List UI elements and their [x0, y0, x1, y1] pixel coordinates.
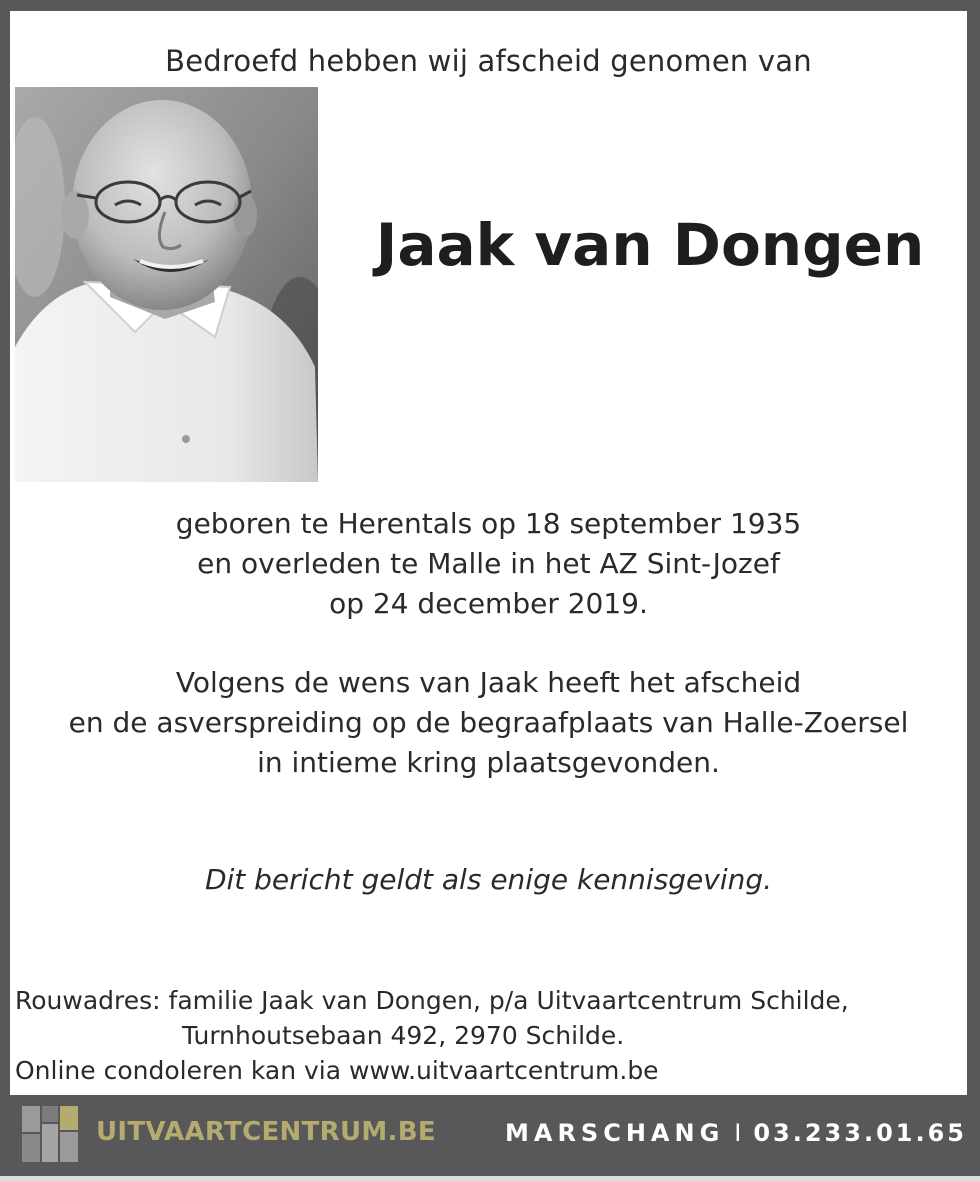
- bottom-strip: [0, 1176, 980, 1181]
- address-line: Rouwadres: familie Jaak van Dongen, p/a Uitvaartcentrum Schilde,: [15, 986, 849, 1015]
- bio-line: geboren te Herentals op 18 september 1935: [175, 507, 802, 540]
- contact-info: [505, 1119, 967, 1147]
- brand-name: UITVAARTCENTRUM.BE: [96, 1117, 436, 1147]
- wish-line: Volgens de wens van Jaak heeft het afscheid: [175, 666, 802, 699]
- bio-line: op 24 december 2019.: [329, 587, 648, 620]
- phone-number: 03.233.01.65: [753, 1119, 967, 1147]
- notice-text: Dit bericht geldt als enige kennisgeving.: [204, 863, 773, 896]
- wish-line: en de asverspreiding op de begraafplaats van Halle-Zoersel: [68, 706, 909, 739]
- deceased-name: Jaak van Dongen: [375, 211, 925, 279]
- intro-text: Bedroefd hebben wij afscheid genomen van: [165, 44, 812, 78]
- wish-text: [10, 663, 967, 783]
- footer-bar: [10, 1103, 967, 1167]
- separator: I: [734, 1119, 742, 1147]
- address-line: Turnhoutsebaan 492, 2970 Schilde.: [182, 1021, 625, 1050]
- bio-line: en overleden te Malle in het AZ Sint-Jozef: [197, 547, 780, 580]
- portrait-photo: [15, 87, 318, 482]
- bio-text: [10, 504, 967, 624]
- announcement-card: [10, 11, 967, 1095]
- logo-mark-icon: [22, 1106, 80, 1168]
- address-block: [15, 983, 955, 1088]
- wish-line: in intieme kring plaatsgevonden.: [257, 746, 720, 779]
- company-name: MARSCHANG: [504, 1119, 725, 1147]
- online-condolence-text: Online condoleren kan via www.uitvaartcentrum.be: [15, 1056, 659, 1085]
